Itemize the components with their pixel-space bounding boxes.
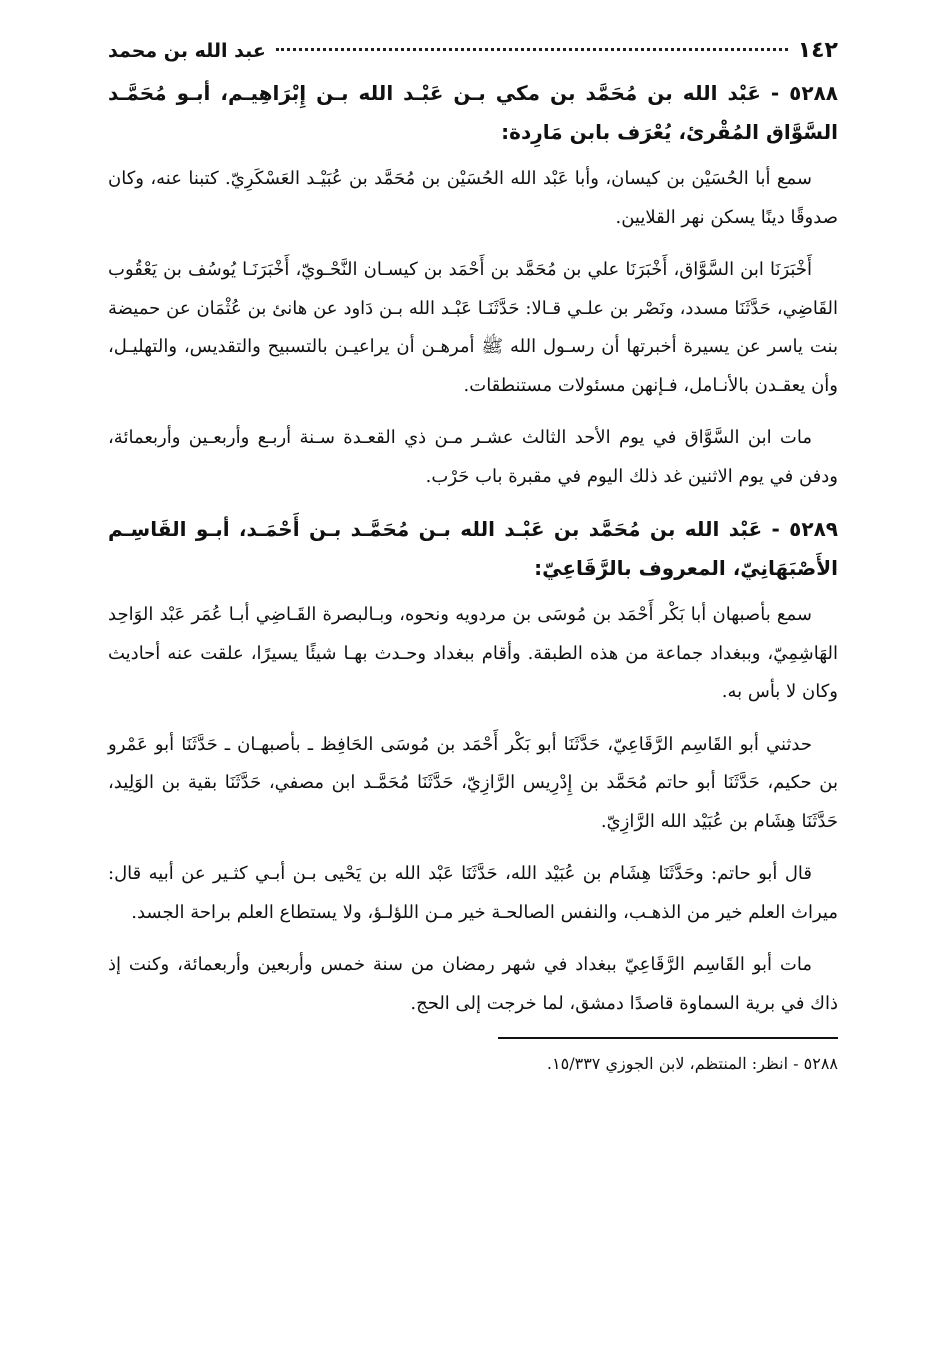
entry-paragraph: سمع أبا الحُسَيْن بن كيسان، وأبا عَبْد الله الحُسَيْن بن مُحَمَّد بن عُبَيْـد العَسْكَرِيّ. كتبنا عنه، وكان صدوقًا دينًا يسكن نهر القلايين. bbox=[108, 168, 838, 228]
footnote-divider bbox=[498, 1037, 838, 1039]
header-dotted-leader bbox=[276, 48, 788, 51]
entry-title: ٥٢٨٨ - عَبْد الله بن مُحَمَّد بن مكي بـن عَبْـد الله بـن إِبْرَاهِيـم، أبـو مُحَمَّـد السَّوَّاق المُقْرئ، يُعْرَف بابن مَارِدة: bbox=[108, 81, 838, 144]
entry-paragraph: مات ابن السَّوَّاق في يوم الأحد الثالث عشـر مـن ذي القعـدة سـنة أربـع وأربعـين وأربعمائة، ودفن في يوم الاثنين غد ذلك اليوم في مقبرة باب حَرْب. bbox=[108, 427, 838, 487]
entry-paragraph: مات أبو القَاسِم الرَّقَاعِيّ ببغداد في شهر رمضان من سنة خمس وأربعين وأربعمائة، وكنت إذ ذاك في برية السماوة قاصدًا دمشق، لما خرجت إلى الحج. bbox=[108, 954, 838, 1014]
book-page bbox=[108, 38, 838, 1332]
entry-paragraph: سمع بأصبهان أبا بَكْر أَحْمَد بن مُوسَى بن مردويه ونحوه، وبـالبصرة القَـاضِي أبـا عُمَر عَبْد الوَاحِد الهَاشِمِيّ، وببغداد جماعة من هذه الطبقة. وأقام ببغداد وحـدث بهـا شيئًا يسيرًا، علقت عنه أحاديث وكان لا بأس به. bbox=[108, 604, 838, 702]
page-header bbox=[108, 38, 838, 72]
page-number: ١٤٢ bbox=[797, 38, 838, 63]
entry-paragraph: قال أبو حاتم: وحَدَّثَنَا هِشَام بن عُبَيْد الله، حَدَّثَنَا عَبْد الله بن يَحْيى بـن أبـي كثـير عن أبيه قال: ميراث العلم خير من الذهـب، والنفس الصالحـة خير مـن اللؤلـؤ، ولا يستطاع العلم براحة الجسد. bbox=[108, 863, 838, 923]
running-title: عبد الله بن محمد bbox=[108, 40, 266, 62]
entry-5288 bbox=[108, 74, 838, 496]
entry-paragraph: أَخْبَرَنَا ابن السَّوَّاق، أَخْبَرَنَا علي بن مُحَمَّد بن أَحْمَد بن كيسـان النَّحْـويّ، أَخْبَرَنَـا يُوسُف بن يَعْقُوب القَاضِي، حَدَّثَنَا مسدد، ونَصْر بن علـي قـالا: حَدَّثَنَـا عَبْـد الله بـن دَاود عن هانئ بن عُثْمَان عن حميضة بنت ياسر عن يسيرة أخبرتها أن رسـول الله ﷺ أمرهـن أن يراعيـن بالتسبيح والتقديس، والتهليـل، وأن يعقـدن بالأنـامل، فـإنهن مسئولات مستنطقات. bbox=[108, 259, 838, 396]
footnote: ٥٢٨٨ - انظر: المنتظم، لابن الجوزي ١٥/٣٣٧. bbox=[546, 1054, 838, 1073]
entry-title: ٥٢٨٩ - عَبْد الله بن مُحَمَّد بن عَبْـد الله بـن مُحَمَّـد بـن أَحْمَـد، أبـو القَاسِـم الأَصْبَهَانِيّ، المعروف بالرَّقَاعِيّ: bbox=[108, 517, 838, 580]
entry-paragraph: حدثني أبو القَاسِم الرَّقَاعِيّ، حَدَّثَنَا أبو بَكْر أَحْمَد بن مُوسَى الحَافِظ ـ بأصبهـان ـ حَدَّثَنَا أبو عَمْرو بن حكيم، حَدَّثَنَا أبو حاتم مُحَمَّد بن إِدْرِيس الرَّازِيّ، حَدَّثَنَا مُحَمَّـد ابن مصفي، حَدَّثَنَا بقية بن الوَلِيد، حَدَّثَنَا هِشَام بن عُبَيْد الله الرَّازِيّ. bbox=[108, 733, 838, 832]
entry-5289 bbox=[108, 510, 838, 1023]
